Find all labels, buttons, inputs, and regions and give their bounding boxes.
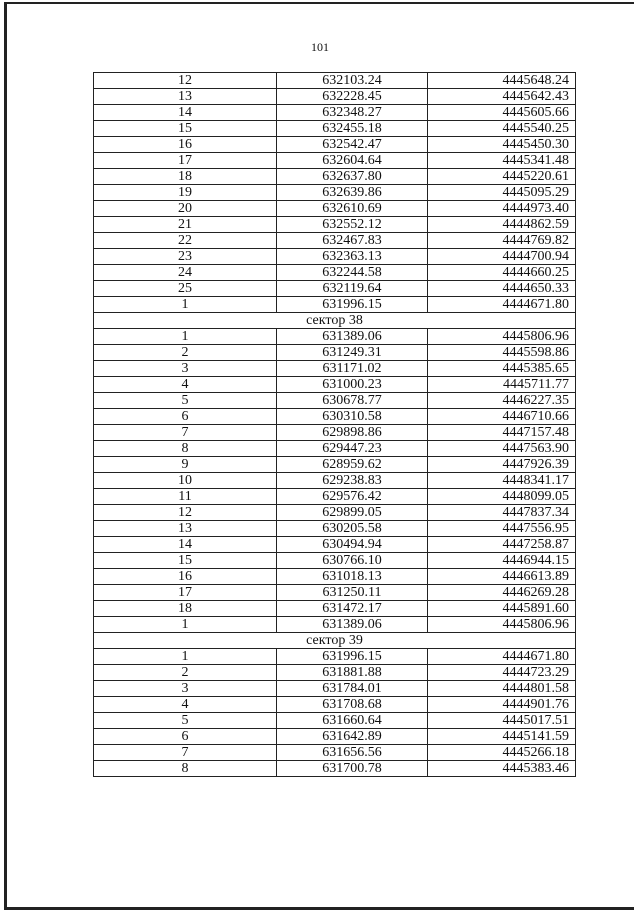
x-coordinate-cell: 629238.83: [277, 473, 428, 489]
x-coordinate-cell: 631656.56: [277, 745, 428, 761]
y-coordinate-cell: 4445540.25: [428, 121, 576, 137]
x-coordinate-cell: 631996.15: [277, 649, 428, 665]
y-coordinate-cell: 4447157.48: [428, 425, 576, 441]
y-coordinate-cell: 4444901.76: [428, 697, 576, 713]
y-coordinate-cell: 4447837.34: [428, 505, 576, 521]
section-heading-row: [94, 313, 576, 329]
point-number-cell: 12: [94, 73, 277, 89]
x-coordinate-cell: 632119.64: [277, 281, 428, 297]
point-number-cell: 8: [94, 761, 277, 777]
x-coordinate-cell: 631000.23: [277, 377, 428, 393]
y-coordinate-cell: 4447556.95: [428, 521, 576, 537]
page-number: 101: [311, 40, 329, 54]
table-row: [94, 233, 576, 249]
table-row: [94, 121, 576, 137]
table-row: [94, 665, 576, 681]
x-coordinate-cell: 631472.17: [277, 601, 428, 617]
point-number-cell: 21: [94, 217, 277, 233]
y-coordinate-cell: 4445017.51: [428, 713, 576, 729]
table-row: [94, 297, 576, 313]
table-row: [94, 681, 576, 697]
x-coordinate-cell: 632228.45: [277, 89, 428, 105]
point-number-cell: 13: [94, 89, 277, 105]
y-coordinate-cell: 4445341.48: [428, 153, 576, 169]
point-number-cell: 23: [94, 249, 277, 265]
x-coordinate-cell: 632244.58: [277, 265, 428, 281]
y-coordinate-cell: 4446269.28: [428, 585, 576, 601]
y-coordinate-cell: 4445095.29: [428, 185, 576, 201]
x-coordinate-cell: 632637.80: [277, 169, 428, 185]
table-row: [94, 425, 576, 441]
point-number-cell: 14: [94, 537, 277, 553]
table-row: [94, 217, 576, 233]
section-heading-row: [94, 633, 576, 649]
table-row: [94, 409, 576, 425]
y-coordinate-cell: 4444862.59: [428, 217, 576, 233]
point-number-cell: 12: [94, 505, 277, 521]
x-coordinate-cell: 632552.12: [277, 217, 428, 233]
table-row: [94, 553, 576, 569]
point-number-cell: 22: [94, 233, 277, 249]
x-coordinate-cell: 631171.02: [277, 361, 428, 377]
x-coordinate-cell: 632610.69: [277, 201, 428, 217]
point-number-cell: 7: [94, 425, 277, 441]
point-number-cell: 9: [94, 457, 277, 473]
y-coordinate-cell: 4444973.40: [428, 201, 576, 217]
point-number-cell: 2: [94, 345, 277, 361]
y-coordinate-cell: 4444671.80: [428, 297, 576, 313]
x-coordinate-cell: 632455.18: [277, 121, 428, 137]
point-number-cell: 11: [94, 489, 277, 505]
x-coordinate-cell: 631389.06: [277, 617, 428, 633]
table-row: [94, 569, 576, 585]
point-number-cell: 1: [94, 617, 277, 633]
x-coordinate-cell: 630205.58: [277, 521, 428, 537]
y-coordinate-cell: 4445806.96: [428, 329, 576, 345]
point-number-cell: 24: [94, 265, 277, 281]
point-number-cell: 8: [94, 441, 277, 457]
point-number-cell: 15: [94, 553, 277, 569]
x-coordinate-cell: 631660.64: [277, 713, 428, 729]
x-coordinate-cell: 629898.86: [277, 425, 428, 441]
table-row: [94, 137, 576, 153]
x-coordinate-cell: 632639.86: [277, 185, 428, 201]
point-number-cell: 17: [94, 153, 277, 169]
table-row: [94, 745, 576, 761]
table-row: [94, 73, 576, 89]
y-coordinate-cell: 4445642.43: [428, 89, 576, 105]
x-coordinate-cell: 631881.88: [277, 665, 428, 681]
x-coordinate-cell: 629447.23: [277, 441, 428, 457]
point-number-cell: 1: [94, 329, 277, 345]
y-coordinate-cell: 4448099.05: [428, 489, 576, 505]
x-coordinate-cell: 631708.68: [277, 697, 428, 713]
point-number-cell: 5: [94, 393, 277, 409]
table-row: [94, 169, 576, 185]
table-row: [94, 521, 576, 537]
point-number-cell: 18: [94, 601, 277, 617]
point-number-cell: 4: [94, 377, 277, 393]
point-number-cell: 19: [94, 185, 277, 201]
table-row: [94, 489, 576, 505]
y-coordinate-cell: 4445383.46: [428, 761, 576, 777]
point-number-cell: 1: [94, 297, 277, 313]
table-row: [94, 345, 576, 361]
y-coordinate-cell: 4444723.29: [428, 665, 576, 681]
y-coordinate-cell: 4445711.77: [428, 377, 576, 393]
table-row: [94, 617, 576, 633]
table-row: [94, 457, 576, 473]
table-row: [94, 249, 576, 265]
table-row: [94, 153, 576, 169]
table-row: [94, 265, 576, 281]
coordinates-table-body: [94, 73, 576, 777]
y-coordinate-cell: 4446944.15: [428, 553, 576, 569]
table-row: [94, 473, 576, 489]
table-row: [94, 393, 576, 409]
x-coordinate-cell: 631642.89: [277, 729, 428, 745]
y-coordinate-cell: 4446613.89: [428, 569, 576, 585]
y-coordinate-cell: 4445220.61: [428, 169, 576, 185]
point-number-cell: 7: [94, 745, 277, 761]
y-coordinate-cell: 4445266.18: [428, 745, 576, 761]
table-row: [94, 585, 576, 601]
y-coordinate-cell: 4448341.17: [428, 473, 576, 489]
y-coordinate-cell: 4445806.96: [428, 617, 576, 633]
point-number-cell: 2: [94, 665, 277, 681]
y-coordinate-cell: 4444769.82: [428, 233, 576, 249]
table-row: [94, 89, 576, 105]
table-row: [94, 185, 576, 201]
point-number-cell: 16: [94, 569, 277, 585]
x-coordinate-cell: 631250.11: [277, 585, 428, 601]
table-row: [94, 697, 576, 713]
y-coordinate-cell: 4445450.30: [428, 137, 576, 153]
x-coordinate-cell: 628959.62: [277, 457, 428, 473]
y-coordinate-cell: 4444660.25: [428, 265, 576, 281]
coordinates-table: [93, 72, 576, 777]
y-coordinate-cell: 4446227.35: [428, 393, 576, 409]
x-coordinate-cell: 632103.24: [277, 73, 428, 89]
y-coordinate-cell: 4447258.87: [428, 537, 576, 553]
point-number-cell: 14: [94, 105, 277, 121]
x-coordinate-cell: 632348.27: [277, 105, 428, 121]
table-row: [94, 713, 576, 729]
point-number-cell: 10: [94, 473, 277, 489]
table-row: [94, 105, 576, 121]
y-coordinate-cell: 4444801.58: [428, 681, 576, 697]
x-coordinate-cell: 630678.77: [277, 393, 428, 409]
x-coordinate-cell: 631700.78: [277, 761, 428, 777]
y-coordinate-cell: 4447563.90: [428, 441, 576, 457]
point-number-cell: 6: [94, 409, 277, 425]
y-coordinate-cell: 4445648.24: [428, 73, 576, 89]
point-number-cell: 25: [94, 281, 277, 297]
y-coordinate-cell: 4444671.80: [428, 649, 576, 665]
table-row: [94, 537, 576, 553]
x-coordinate-cell: 631389.06: [277, 329, 428, 345]
table-row: [94, 377, 576, 393]
point-number-cell: 16: [94, 137, 277, 153]
y-coordinate-cell: 4445141.59: [428, 729, 576, 745]
x-coordinate-cell: 631018.13: [277, 569, 428, 585]
point-number-cell: 17: [94, 585, 277, 601]
section-heading: сектор 38: [94, 313, 576, 329]
table-row: [94, 441, 576, 457]
x-coordinate-cell: 632542.47: [277, 137, 428, 153]
table-row: [94, 361, 576, 377]
x-coordinate-cell: 629899.05: [277, 505, 428, 521]
point-number-cell: 1: [94, 649, 277, 665]
y-coordinate-cell: 4444700.94: [428, 249, 576, 265]
table-row: [94, 729, 576, 745]
x-coordinate-cell: 630766.10: [277, 553, 428, 569]
y-coordinate-cell: 4445385.65: [428, 361, 576, 377]
y-coordinate-cell: 4445605.66: [428, 105, 576, 121]
y-coordinate-cell: 4445598.86: [428, 345, 576, 361]
table-row: [94, 649, 576, 665]
y-coordinate-cell: 4445891.60: [428, 601, 576, 617]
y-coordinate-cell: 4446710.66: [428, 409, 576, 425]
point-number-cell: 20: [94, 201, 277, 217]
point-number-cell: 5: [94, 713, 277, 729]
point-number-cell: 4: [94, 697, 277, 713]
x-coordinate-cell: 631784.01: [277, 681, 428, 697]
point-number-cell: 15: [94, 121, 277, 137]
y-coordinate-cell: 4444650.33: [428, 281, 576, 297]
table-row: [94, 329, 576, 345]
point-number-cell: 3: [94, 361, 277, 377]
point-number-cell: 13: [94, 521, 277, 537]
point-number-cell: 18: [94, 169, 277, 185]
y-coordinate-cell: 4447926.39: [428, 457, 576, 473]
x-coordinate-cell: 631996.15: [277, 297, 428, 313]
table-row: [94, 505, 576, 521]
x-coordinate-cell: 629576.42: [277, 489, 428, 505]
x-coordinate-cell: 631249.31: [277, 345, 428, 361]
point-number-cell: 6: [94, 729, 277, 745]
section-heading: сектор 39: [94, 633, 576, 649]
table-row: [94, 761, 576, 777]
x-coordinate-cell: 630310.58: [277, 409, 428, 425]
x-coordinate-cell: 632363.13: [277, 249, 428, 265]
point-number-cell: 3: [94, 681, 277, 697]
table-row: [94, 601, 576, 617]
x-coordinate-cell: 632467.83: [277, 233, 428, 249]
x-coordinate-cell: 632604.64: [277, 153, 428, 169]
table-row: [94, 201, 576, 217]
table-row: [94, 281, 576, 297]
x-coordinate-cell: 630494.94: [277, 537, 428, 553]
